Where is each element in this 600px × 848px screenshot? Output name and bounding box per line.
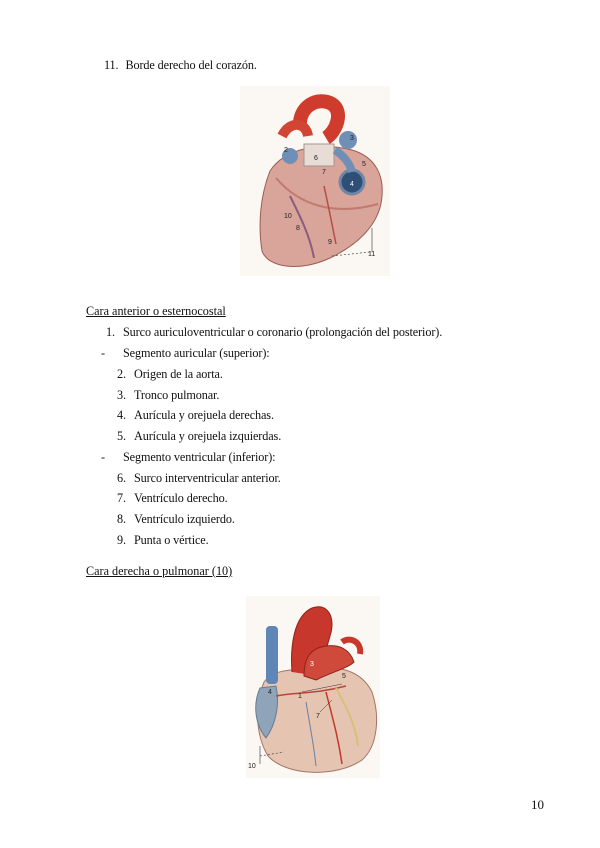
item-text: Punta o vértice. — [134, 533, 209, 547]
item-marker: - — [101, 450, 105, 464]
list-item — [112, 366, 223, 382]
fig2-label: 3 — [310, 661, 314, 668]
section-heading-anterior: Cara anterior o esternocostal — [86, 304, 226, 318]
item-text: Aurícula y orejuela izquierdas. — [134, 429, 282, 443]
item-marker: 2. — [117, 367, 126, 381]
item-marker: 4. — [117, 408, 126, 422]
item-marker: 5. — [117, 429, 126, 443]
item-marker: 3. — [117, 388, 126, 402]
item-marker: 6. — [117, 471, 126, 485]
item-marker: 9. — [117, 533, 126, 547]
list-item — [112, 470, 281, 486]
fig1-label: 8 — [296, 225, 300, 232]
fig2-label: 1 — [298, 693, 302, 700]
list-item — [112, 407, 274, 423]
item-marker: 8. — [117, 512, 126, 526]
list-item — [101, 345, 270, 361]
list-item — [112, 387, 219, 403]
list-item — [101, 449, 275, 465]
list-item — [112, 511, 235, 527]
item-marker: 7. — [117, 491, 126, 505]
item-text: Surco auriculoventricular o coronario (prolongación del posterior). — [123, 325, 443, 339]
fig1-label: 5 — [362, 161, 366, 168]
item-text: Segmento auricular (superior): — [123, 346, 270, 360]
fig1-label: 7 — [322, 169, 326, 176]
fig1-label: 2 — [284, 147, 288, 154]
item-text: Borde derecho del corazón. — [125, 58, 257, 72]
page-number: 10 — [531, 797, 544, 812]
item-text: Aurícula y orejuela derechas. — [134, 408, 274, 422]
item-text: Segmento ventricular (inferior): — [123, 450, 276, 464]
heart-anterior-figure — [246, 596, 380, 778]
item-text: Ventrículo izquierdo. — [134, 512, 235, 526]
list-item — [112, 428, 281, 444]
fig2-label: 5 — [342, 673, 346, 680]
item-marker: 1. — [106, 325, 115, 339]
item-marker: 11. — [104, 58, 119, 72]
section-heading-right-face: Cara derecha o pulmonar (10) — [86, 564, 233, 578]
fig1-label: 10 — [284, 213, 292, 220]
item-marker: - — [101, 346, 105, 360]
fig1-label: 6 — [314, 155, 318, 162]
item-text: Ventrículo derecho. — [134, 491, 228, 505]
fig2-label: 2 — [286, 661, 290, 668]
list-item — [112, 490, 228, 506]
item-text: Origen de la aorta. — [134, 367, 223, 381]
fig1-label: 4 — [350, 181, 354, 188]
item-text: Surco interventricular anterior. — [134, 471, 281, 485]
list-item — [112, 532, 209, 548]
list-item — [101, 324, 442, 340]
fig1-label: 3 — [350, 135, 354, 142]
fig2-label: 10 — [248, 763, 256, 770]
list-item-11 — [104, 57, 257, 73]
fig1-label: 9 — [328, 239, 332, 246]
item-text: Tronco pulmonar. — [134, 388, 220, 402]
heart-posterior-figure — [240, 86, 390, 276]
fig2-label: 4 — [268, 689, 272, 696]
fig1-label: 11 — [368, 251, 376, 258]
fig2-label: 7 — [316, 713, 320, 720]
